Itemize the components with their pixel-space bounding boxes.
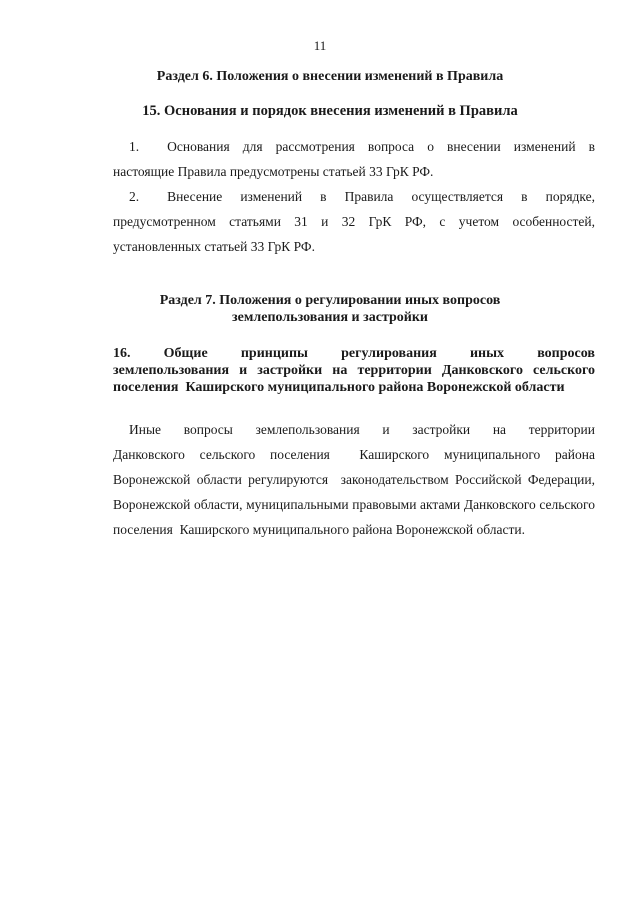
page-number: 11 [313,38,327,53]
paragraph-first-line [113,184,595,209]
chapter-16-word: принципы [240,346,308,361]
chapter-16-title-line-3: поселения Каширского муниципального района Воронежской области [113,380,565,395]
chapter-16-title-line-1 [113,345,595,362]
chapter-16-word: регулирования [341,346,437,361]
paragraph-number: 1. [129,139,140,154]
chapter-16-word: иных [469,346,505,361]
section-6-title: Раздел 6. Положения о внесении изменений в Правила [156,69,504,84]
section-7-title-line-1: Раздел 7. Положения о регулировании иных вопросов [159,293,501,308]
section-7-title [80,292,580,326]
section-7-title-line-2: землепользования и застройки [232,310,428,325]
chapter-16-title [113,345,595,396]
chapter-16-word: 16. [113,346,131,361]
paragraph-text-rest: настоящие Правила предусмотрены статьей 33 ГрК РФ. [113,164,434,179]
paragraph-text-start: Внесение изменений в Правила осуществляется в порядке, [167,189,595,204]
chapter-16-title-line-2: землепользования и застройки на территории Данковского сельского [113,363,595,378]
paragraph-text-rest: предусмотренном статьями 31 и 32 ГрК РФ, с учетом особенностей, установленных статьей 33 ГрК РФ. [113,214,595,254]
paragraph-first-line: Иные вопросы землепользования и застройки на территории [129,422,595,437]
chapter-16-word: Общие [163,346,208,361]
chapter-16-word: вопросов [537,346,595,361]
paragraph-15-2 [113,184,595,259]
chapter-15-title: 15. Основания и порядок внесения изменений в Правила [142,103,518,119]
paragraph-first-line [113,134,595,159]
paragraph-number: 2. [129,189,140,204]
paragraph-15-1 [113,134,595,184]
paragraph-16 [113,417,599,542]
paragraph-text-start: Основания для рассмотрения вопроса о внесении изменений в [167,139,595,154]
paragraph-text-rest: Данковского сельского поселения Каширского муниципального района Воронежской области регулируются законодательством Российской Федерации, Воронежской области, муниципальными правовыми актами Данковского сельского поселения Каширского муниципального района Воронежской области. [113,447,599,537]
